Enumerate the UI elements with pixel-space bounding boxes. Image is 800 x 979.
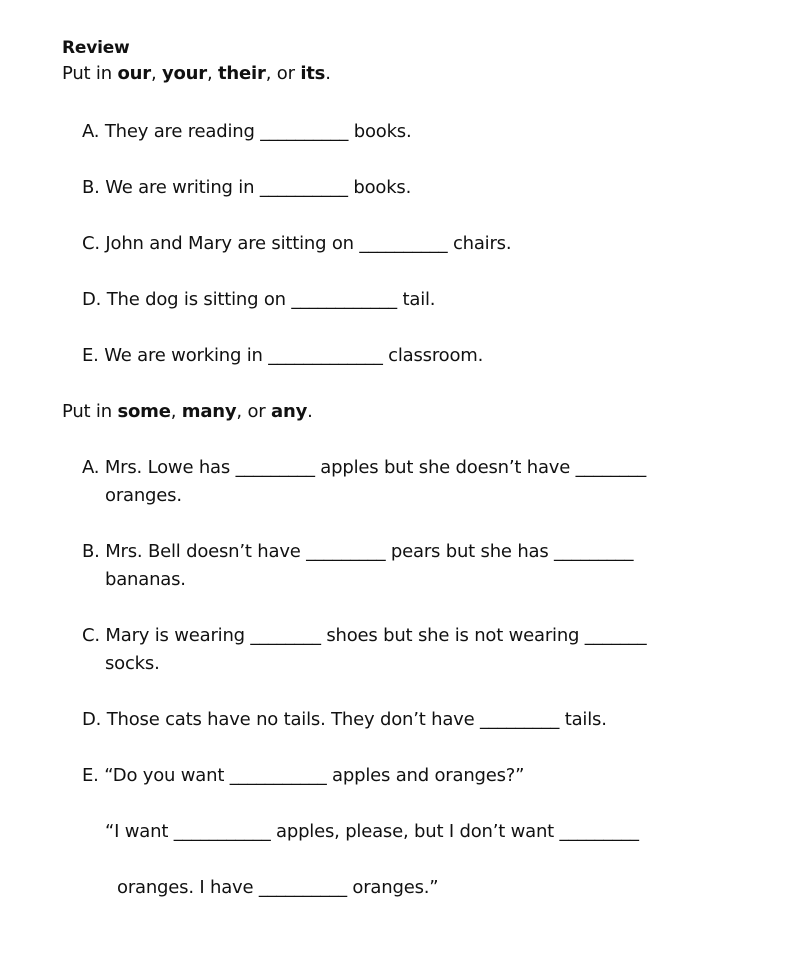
- separator: ,: [206, 63, 219, 84]
- separator: , or: [236, 401, 272, 422]
- dialogue-line-2: oranges. I have __________ oranges.”: [117, 877, 439, 898]
- word-many: many: [181, 401, 237, 422]
- exercise-item-1a: A. They are reading __________ books.: [82, 121, 412, 142]
- separator: , or: [265, 63, 301, 84]
- worksheet-title: Review: [62, 38, 130, 58]
- exercise-item-2c-continued: socks.: [105, 653, 160, 674]
- exercise-item-1b: B. We are writing in __________ books.: [82, 177, 412, 198]
- dialogue-line-1: “I want ___________ apples, please, but I don’t want _________: [105, 821, 639, 842]
- instruction-prefix: Put in: [62, 63, 118, 84]
- exercise-item-1d: D. The dog is sitting on ____________ tail.: [82, 289, 436, 310]
- word-any: any: [271, 401, 308, 422]
- word-its: its: [300, 63, 326, 84]
- word-our: our: [117, 63, 151, 84]
- exercise-item-2d: D. Those cats have no tails. They don’t have _________ tails.: [82, 709, 607, 730]
- exercise-item-2c: C. Mary is wearing ________ shoes but she is not wearing _______: [82, 625, 647, 646]
- section2-instruction: [62, 400, 313, 424]
- instruction-suffix: .: [307, 401, 313, 422]
- instruction-prefix: Put in: [62, 401, 118, 422]
- exercise-item-1c: C. John and Mary are sitting on __________ chairs.: [82, 233, 512, 254]
- word-some: some: [117, 401, 171, 422]
- exercise-item-1e: E. We are working in _____________ classroom.: [82, 345, 484, 366]
- exercise-item-2a-continued: oranges.: [105, 485, 182, 506]
- exercise-item-2a: A. Mrs. Lowe has _________ apples but she doesn’t have ________: [82, 457, 647, 478]
- separator: ,: [170, 401, 182, 422]
- instruction-suffix: .: [325, 63, 331, 84]
- exercise-item-2b: B. Mrs. Bell doesn’t have _________ pears but she has _________: [82, 541, 634, 562]
- separator: ,: [150, 63, 162, 84]
- exercise-item-2e: E. “Do you want ___________ apples and oranges?”: [82, 765, 525, 786]
- word-your: your: [161, 63, 207, 84]
- exercise-item-2b-continued: bananas.: [105, 569, 186, 590]
- section1-instruction: [62, 62, 331, 86]
- word-their: their: [218, 63, 266, 84]
